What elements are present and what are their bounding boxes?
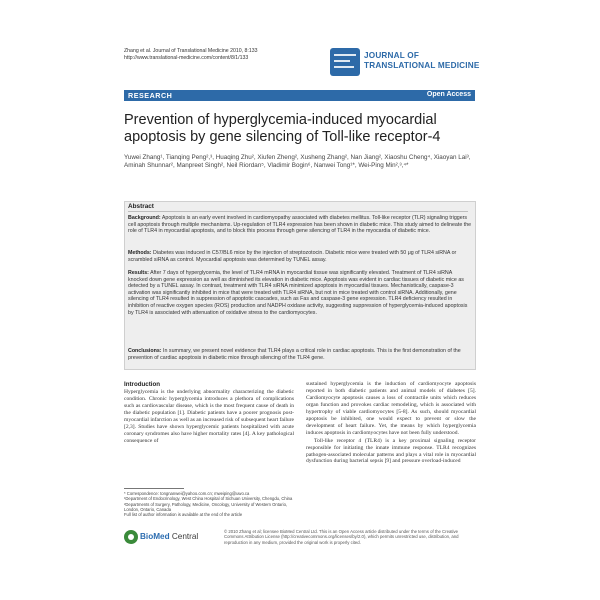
author-list: Yuwei Zhang¹, Tianqing Peng²,³, Huaqing Zhu², Xiufen Zheng², Xusheng Zhang², Nan Jiang², Xiaoshu Cheng⁴, Xiaoyan Lai³, Aminah Shunnar², Manpreet Singh², Neil Riordan⁵, Vladimir Bogin⁶, Nanwei Tong¹*, Wei-Ping Min²,³,⁴* (124, 154, 471, 170)
footnote-divider (124, 488, 184, 489)
background-text: Apoptosis is an early event involved in cardiomyopathy associated with diabetes mellitus. Toll-like receptor (TLR) signaling triggers cell apoptosis through multiple mechanisms. Up-regulation of TLR4 expression has been shown in diabetic mice. This study aimed to delineate the role of TLR4 in myocardial apoptosis, and to block this process through gene silencing of TLR4 in the myocardia of diabetic mice. (128, 215, 472, 235)
intro-paragraph-3: Toll-like receptor 4 (TLR4) is a key proximal signaling receptor responsible for initiating the innate immune response. TLR4 recognizes pathogen-associated molecular patterns and plays a vital role in myocardial dysfunction during bacterial sepsis [9] and pressure overload-induced (306, 437, 476, 465)
publisher-footer (124, 527, 476, 551)
article-type-label: RESEARCH (128, 91, 173, 100)
background-label: Background: (128, 215, 161, 221)
open-access-label: Open Access (426, 91, 471, 98)
article-title: Prevention of hyperglycemia-induced myocardial apoptosis by gene silencing of Toll-like receptor-4 (124, 112, 441, 145)
license-text: © 2010 Zhang et al; licensee BioMed Central Ltd. This is an Open Access article distributed under the terms of the Creative Commons Attribution License (http://creativecommons.org/licenses/by/2.0), which permits unrestricted use, distribution, and reproduction in any medium, provided the original work is properly cited. (224, 529, 459, 545)
bmc-bio-text: BioMed (140, 532, 170, 541)
abstract-heading: Abstract (128, 203, 154, 210)
results-text: After 7 days of hyperglycemia, the level of TLR4 mRNA in myocardial tissue was significantly elevated. Treatment of TLR4 siRNA knocked down gene expression as well as diminished its elevation in diabetic mice. Apoptosis was evident in cardiac tissues of diabetic mice as detected by a TUNEL assay. In contrast, treatment with TLR4 siRNA minimized apoptosis in myocardial tissues. Mechanistically, caspase-3 activation was significantly inhibited in mice that were treated with TLR4 siRNA, but not in mice treated with control siRNA. Additionally, gene silencing of TLR4 resulted in suppression of apoptotic cascades, such as Fas and caspase-3 gene expression. TLR4 deficiency resulted in inhibition of reactive oxygen species (ROS) production and NADPH oxidase activity, suggesting suppression of hyperglycemia-induced apoptosis by TLR4 is associated with attenuation of oxidative stress to the cardiomyocytes. (128, 270, 468, 316)
abstract-divider (128, 211, 468, 212)
bmc-central-text: Central (169, 532, 199, 541)
article-type-band (124, 90, 475, 101)
conclusions-label: Conclusions: (128, 348, 162, 354)
affiliation-1: ¹Department of Endocrinology, West China Hospital of Sichuan University, Chengdu, China (124, 496, 293, 502)
article-url[interactable]: http://www.translational-medicine.com/content/8/1/133 (124, 55, 249, 61)
methods-label: Methods: (128, 250, 152, 256)
affiliation-2: ²Departments of Surgery, Pathology, Medicine, Oncology, University of Western Ontario, London, Ontario, Canada (124, 501, 288, 512)
abstract-methods (128, 250, 472, 263)
abstract-background (128, 215, 472, 235)
journal-logo-icon (330, 48, 360, 76)
footnotes (124, 491, 294, 517)
intro-paragraph-2: sustained hyperglycemia is the induction of cardiomyocyte apoptosis reported in both diabetic patients and animal models of diabetes [5]. Cardiomyocyte apoptosis causes a loss of contractile units which reduces organ function and provokes cardiac remodeling, which is associated with hypertrophy of viable cardiomyocytes [5-8]. As such, should myocardial apoptosis be inhibited, one would expect to prevent or slow the development of heart failure. Yet, the means by which hyperglycemia induces apoptosis in cardiomyocytes have not been fully understood. (306, 381, 476, 436)
header-citation (124, 48, 324, 62)
intro-paragraph-1: Hyperglycemia is the underlying abnormality characterizing the diabetic condition. Chronic hyperglycemia introduces a plethora of complications such as cardiovascular disease, which is the most frequent cause of death in the diabetic population [1]. Diabetic patients have a poorer prognosis post-myocardial infarction as well as an increased risk of subsequent heart failure [2,3]. Studies have shown hyperglycemic patients hospitalized with acute coronary syndromes also have higher mortality rates [4]. A key pathological consequence of (124, 389, 294, 444)
biomed-central-logo (124, 529, 199, 547)
introduction-left-column (124, 389, 294, 445)
introduction-heading: Introduction (124, 381, 161, 388)
correspondence-note: * Correspondence: tongnanwei@yahoo.com.cn; mweiping@uwo.ca (124, 491, 250, 496)
methods-text: Diabetes was induced in C57/BL6 mice by the injection of streptozotocin. Diabetic mice were treated with 50 μg of TLR4 siRNA or scrambled siRNA as control. Myocardial apoptosis was determined by TUNEL assay. (128, 250, 457, 263)
journal-citation: Zhang et al. Journal of Translational Medicine 2010, 8:133 (124, 48, 258, 54)
abstract-conclusions (128, 348, 472, 361)
journal-logo (330, 48, 480, 78)
results-label: Results: (128, 270, 149, 276)
full-list-note: Full list of author information is available at the end of the article (124, 512, 243, 518)
abstract-results (128, 270, 472, 316)
journal-logo-text: JOURNAL OF TRANSLATIONAL MEDICINE (364, 51, 480, 70)
biomed-central-icon (124, 530, 138, 544)
introduction-right-column (306, 381, 476, 465)
conclusions-text: In summary, we present novel evidence that TLR4 plays a critical role in cardiac apoptosis. This is the first demonstration of the prevention of cardiac apoptosis in diabetic mice through silencing of the TLR4 gene. (128, 348, 461, 361)
